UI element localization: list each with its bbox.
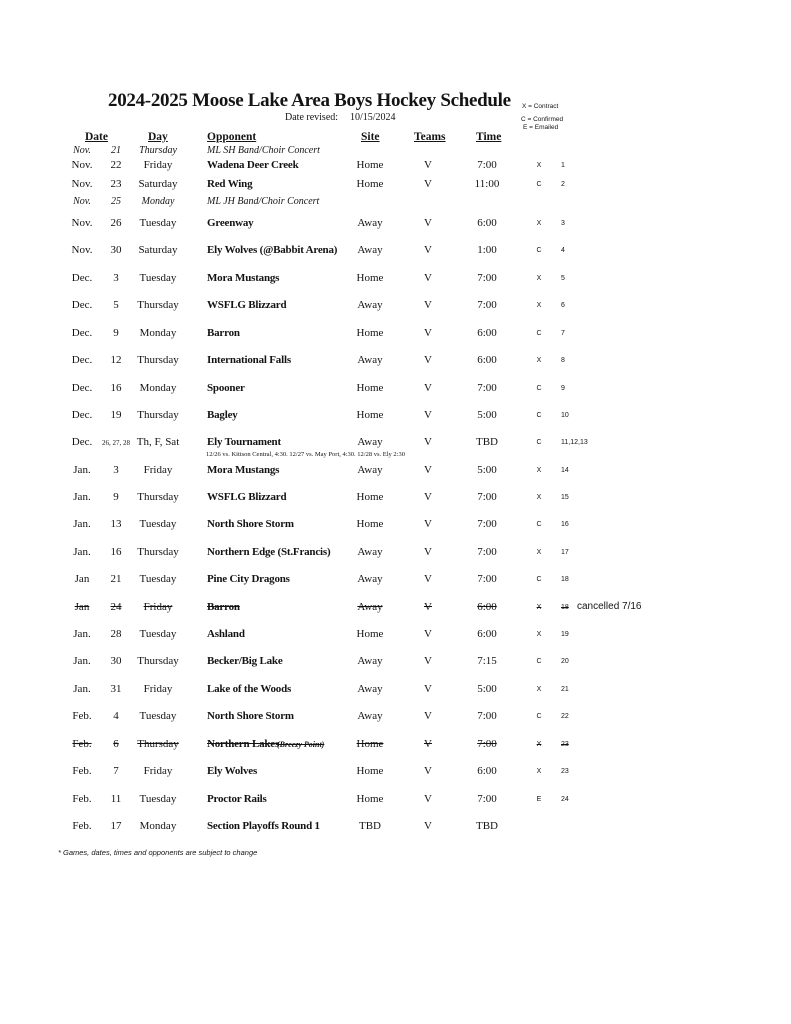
- row-teams: V: [424, 409, 432, 421]
- row-game-number: 1: [561, 162, 565, 169]
- row-day: 21: [110, 573, 122, 585]
- row-opponent: Proctor Rails: [207, 793, 267, 805]
- row-weekday: Tuesday: [139, 710, 177, 722]
- row-opponent: Wadena Deer Creek: [207, 159, 299, 171]
- row-status: X: [536, 162, 542, 169]
- row-game-number: 7: [561, 330, 565, 337]
- row-month: Dec.: [71, 299, 93, 311]
- row-day: 12: [110, 354, 122, 366]
- row-status: C: [536, 181, 542, 188]
- row-weekday: Tuesday: [139, 217, 177, 229]
- table-row: [0, 518, 791, 534]
- row-status: C: [536, 713, 542, 720]
- row-time: 6:00: [477, 327, 497, 339]
- row-weekday: Friday: [143, 159, 173, 171]
- row-teams: V: [424, 655, 432, 667]
- row-day: 26: [110, 217, 122, 229]
- row-month: Dec.: [71, 354, 93, 366]
- row-time: 11:00: [474, 178, 500, 190]
- row-month: Jan: [74, 601, 90, 613]
- row-site: Home: [356, 159, 384, 171]
- row-weekday: Tuesday: [139, 628, 177, 640]
- row-game-number: 18: [561, 576, 569, 583]
- row-status: X: [536, 768, 542, 775]
- row-month: Feb.: [72, 738, 92, 750]
- row-teams: V: [424, 491, 432, 503]
- row-weekday: Thursday: [137, 409, 179, 421]
- row-game-number: 6: [561, 302, 565, 309]
- row-day: 7: [113, 765, 119, 777]
- table-row: [0, 793, 791, 809]
- table-row: [0, 159, 791, 175]
- row-status: X: [536, 741, 542, 748]
- row-month: Feb.: [72, 820, 92, 832]
- row-time: 7:00: [477, 159, 497, 171]
- table-row: [0, 710, 791, 726]
- footnote: * Games, dates, times and opponents are subject to change: [58, 848, 258, 857]
- row-opponent: Mora Mustangs: [207, 464, 280, 476]
- row-teams: V: [424, 546, 432, 558]
- row-teams: V: [424, 601, 432, 613]
- row-weekday: Thursday: [139, 145, 177, 156]
- row-opponent: Red Wing: [207, 178, 253, 190]
- table-row: [0, 409, 791, 425]
- row-opponent: ML SH Band/Choir Concert: [207, 145, 320, 156]
- table-row: [0, 628, 791, 644]
- row-day: 9: [113, 491, 119, 503]
- row-status: X: [536, 494, 542, 501]
- row-teams: V: [424, 299, 432, 311]
- row-opponent: Pine City Dragons: [207, 573, 290, 585]
- row-game-number: 17: [561, 549, 569, 556]
- row-weekday: Th, F, Sat: [136, 436, 180, 448]
- row-time: 6:00: [477, 601, 497, 613]
- row-time: 7:15: [477, 655, 497, 667]
- row-opponent: Ashland: [207, 628, 245, 640]
- row-time: 7:00: [477, 299, 497, 311]
- header-site: Site: [361, 131, 380, 143]
- row-day: 3: [113, 464, 119, 476]
- row-opponent: Lake of the Woods: [207, 683, 292, 695]
- row-time: TBD: [476, 820, 498, 832]
- header-day: Day: [148, 131, 168, 143]
- table-row: [0, 382, 791, 398]
- row-game-number: 14: [561, 467, 569, 474]
- row-opponent: Bagley: [207, 409, 238, 421]
- row-game-number: 2: [561, 181, 565, 188]
- table-row: [0, 196, 791, 212]
- row-status: X: [536, 275, 542, 282]
- row-teams: V: [424, 683, 432, 695]
- row-month: Jan: [74, 573, 90, 585]
- row-teams: V: [424, 765, 432, 777]
- row-day: 11: [110, 793, 122, 805]
- row-status: C: [536, 576, 542, 583]
- row-site: TBD: [359, 820, 381, 832]
- row-weekday: Tuesday: [139, 793, 177, 805]
- row-time: 6:00: [477, 628, 497, 640]
- row-teams: V: [424, 710, 432, 722]
- row-time: 7:00: [477, 738, 497, 750]
- row-game-number: 21: [561, 686, 569, 693]
- table-row: [0, 738, 791, 754]
- row-opponent: Barron: [207, 327, 240, 339]
- table-row: [0, 546, 791, 562]
- row-teams: V: [424, 327, 432, 339]
- row-site: Home: [356, 178, 384, 190]
- table-row: [0, 354, 791, 370]
- row-day: 6: [113, 738, 119, 750]
- row-month: Dec.: [71, 272, 93, 284]
- row-day: 28: [110, 628, 122, 640]
- header-date: Date: [85, 131, 108, 143]
- row-day: 16: [110, 382, 122, 394]
- row-game-number: 23: [561, 741, 569, 748]
- row-time: 7:00: [477, 382, 497, 394]
- table-row: [0, 601, 791, 617]
- row-day: 16: [110, 546, 122, 558]
- row-weekday: Saturday: [138, 244, 178, 256]
- row-month: Dec.: [71, 436, 93, 448]
- row-note: cancelled 7/16: [577, 601, 642, 612]
- row-site: Away: [357, 655, 383, 667]
- row-opponent: Ely Wolves: [207, 765, 258, 777]
- row-status: C: [536, 439, 542, 446]
- row-teams: V: [424, 628, 432, 640]
- row-status: C: [536, 385, 542, 392]
- tournament-note: 12/26 vs. Kittson Central, 4:30. 12/27 vs. May Port, 4:30. 12/28 vs. Ely 2:30: [206, 451, 405, 458]
- legend-contract: X = Contract: [522, 103, 559, 110]
- row-month: Nov.: [73, 196, 91, 207]
- row-game-number: 11,12,13: [561, 439, 588, 446]
- row-game-number: 8: [561, 357, 565, 364]
- row-game-number: 9: [561, 385, 565, 392]
- row-time: 7:00: [477, 546, 497, 558]
- table-row: [0, 573, 791, 589]
- table-row: [0, 820, 791, 836]
- row-day: 4: [113, 710, 119, 722]
- row-status: X: [536, 549, 542, 556]
- revised-date: 10/15/2024: [350, 112, 396, 123]
- row-site: Away: [357, 299, 383, 311]
- row-month: Jan.: [73, 518, 91, 530]
- row-day: 30: [110, 655, 122, 667]
- row-status: X: [536, 686, 542, 693]
- row-site: Away: [357, 573, 383, 585]
- row-month: Jan.: [73, 655, 91, 667]
- row-weekday: Friday: [143, 601, 173, 613]
- row-day: 30: [110, 244, 122, 256]
- row-teams: V: [424, 272, 432, 284]
- row-opponent: North Shore Storm: [207, 710, 294, 722]
- row-month: Jan.: [73, 491, 91, 503]
- row-status: C: [536, 412, 542, 419]
- row-day: 13: [110, 518, 122, 530]
- table-row: [0, 244, 791, 260]
- row-teams: V: [424, 178, 432, 190]
- table-row: [0, 178, 791, 194]
- row-time: 6:00: [477, 217, 497, 229]
- row-month: Jan.: [73, 546, 91, 558]
- row-game-number: 24: [561, 796, 569, 803]
- row-teams: V: [424, 354, 432, 366]
- row-teams: V: [424, 244, 432, 256]
- row-status: C: [536, 247, 542, 254]
- row-teams: V: [424, 793, 432, 805]
- table-row: [0, 491, 791, 507]
- row-time: 7:00: [477, 793, 497, 805]
- row-opponent: North Shore Storm: [207, 518, 294, 530]
- row-teams: V: [424, 518, 432, 530]
- table-row: [0, 217, 791, 233]
- row-opponent: Barron: [207, 601, 240, 613]
- row-game-number: 3: [561, 220, 565, 227]
- table-row: [0, 655, 791, 671]
- row-month: Dec.: [71, 327, 93, 339]
- row-site: Home: [356, 382, 384, 394]
- row-opponent: Northern Lakes: [207, 738, 280, 750]
- row-teams: V: [424, 738, 432, 750]
- row-game-number: 19: [561, 631, 569, 638]
- revised-label: Date revised:: [285, 112, 339, 123]
- row-weekday: Friday: [143, 683, 173, 695]
- header-time: Time: [476, 131, 502, 143]
- row-game-number: 10: [561, 412, 569, 419]
- row-site: Away: [357, 354, 383, 366]
- row-time: 5:00: [477, 409, 497, 421]
- legend-emailed: E = Emailed: [523, 124, 559, 131]
- row-weekday: Thursday: [137, 546, 179, 558]
- row-teams: V: [424, 159, 432, 171]
- row-site: Away: [357, 683, 383, 695]
- row-site: Away: [357, 546, 383, 558]
- header-teams: Teams: [414, 131, 446, 143]
- row-status: X: [536, 604, 542, 611]
- row-teams: V: [424, 464, 432, 476]
- row-month: Nov.: [71, 217, 93, 229]
- row-opponent-extra: (Breezy Point): [277, 740, 325, 749]
- row-time: 7:00: [477, 710, 497, 722]
- row-site: Away: [357, 436, 383, 448]
- row-day: 25: [111, 196, 121, 207]
- row-month: Jan.: [73, 628, 91, 640]
- row-game-number: 5: [561, 275, 565, 282]
- row-day: 17: [110, 820, 122, 832]
- row-site: Away: [357, 464, 383, 476]
- row-month: Jan.: [73, 464, 91, 476]
- row-month: Jan.: [73, 683, 91, 695]
- row-weekday: Monday: [139, 327, 177, 339]
- row-status: X: [536, 631, 542, 638]
- row-weekday: Tuesday: [139, 272, 177, 284]
- row-status: C: [536, 330, 542, 337]
- row-day: 9: [113, 327, 119, 339]
- row-opponent: Northern Edge (St.Francis): [207, 546, 331, 558]
- row-site: Home: [356, 491, 384, 503]
- row-game-number: 18: [561, 604, 569, 611]
- row-month: Dec.: [71, 409, 93, 421]
- row-site: Away: [357, 217, 383, 229]
- row-game-number: 15: [561, 494, 569, 501]
- row-opponent: Ely Tournament: [207, 436, 281, 448]
- table-row: [0, 436, 791, 452]
- row-opponent: WSFLG Blizzard: [207, 299, 287, 311]
- row-month: Dec.: [71, 382, 93, 394]
- row-site: Home: [356, 793, 384, 805]
- row-site: Home: [356, 628, 384, 640]
- table-row: [0, 765, 791, 781]
- row-site: Home: [356, 272, 384, 284]
- row-status: X: [536, 302, 542, 309]
- legend-confirmed: C = Confirmed: [521, 116, 564, 123]
- table-row: [0, 299, 791, 315]
- row-day: 5: [113, 299, 119, 311]
- row-teams: V: [424, 436, 432, 448]
- row-month: Feb.: [72, 765, 92, 777]
- row-month: Nov.: [71, 244, 93, 256]
- row-weekday: Tuesday: [139, 518, 177, 530]
- table-row: [0, 272, 791, 288]
- row-opponent: Becker/Big Lake: [207, 655, 283, 667]
- row-time: 7:00: [477, 272, 497, 284]
- row-game-number: 20: [561, 658, 569, 665]
- row-time: 5:00: [477, 464, 497, 476]
- row-game-number: 16: [561, 521, 569, 528]
- row-opponent: ML JH Band/Choir Concert: [207, 196, 320, 207]
- row-time: 7:00: [477, 518, 497, 530]
- row-time: 6:00: [477, 354, 497, 366]
- row-site: Home: [356, 518, 384, 530]
- header-opponent: Opponent: [207, 131, 257, 143]
- row-month: Feb.: [72, 710, 92, 722]
- row-weekday: Saturday: [138, 178, 178, 190]
- row-day: 3: [113, 272, 119, 284]
- row-time: 5:00: [477, 683, 497, 695]
- row-weekday: Thursday: [137, 655, 179, 667]
- row-game-number: 23: [561, 768, 569, 775]
- row-weekday: Thursday: [137, 354, 179, 366]
- row-site: Home: [356, 738, 384, 750]
- row-teams: V: [424, 382, 432, 394]
- row-time: 7:00: [477, 491, 497, 503]
- row-weekday: Thursday: [137, 299, 179, 311]
- row-weekday: Friday: [143, 464, 173, 476]
- row-weekday: Monday: [139, 820, 177, 832]
- row-site: Home: [356, 409, 384, 421]
- row-opponent: International Falls: [207, 354, 291, 366]
- row-day: 26, 27, 28: [102, 439, 130, 447]
- row-game-number: 22: [561, 713, 569, 720]
- row-day: 21: [111, 145, 121, 156]
- row-site: Away: [357, 244, 383, 256]
- row-month: Nov.: [71, 159, 93, 171]
- row-opponent: Mora Mustangs: [207, 272, 280, 284]
- row-time: 1:00: [477, 244, 497, 256]
- row-status: E: [536, 796, 542, 803]
- row-opponent: Ely Wolves (@Babbit Arena): [207, 244, 338, 256]
- row-game-number: 4: [561, 247, 565, 254]
- page-title: 2024-2025 Moose Lake Area Boys Hockey Schedule: [108, 90, 511, 111]
- table-row: [0, 327, 791, 343]
- row-status: X: [536, 357, 542, 364]
- row-month: Nov.: [73, 145, 91, 156]
- row-time: 6:00: [477, 765, 497, 777]
- row-weekday: Thursday: [137, 491, 179, 503]
- row-month: Feb.: [72, 793, 92, 805]
- row-weekday: Thursday: [137, 738, 179, 750]
- row-time: TBD: [476, 436, 498, 448]
- row-site: Home: [356, 327, 384, 339]
- table-row: [0, 683, 791, 699]
- row-status: C: [536, 521, 542, 528]
- row-weekday: Friday: [143, 765, 173, 777]
- row-opponent: WSFLG Blizzard: [207, 491, 287, 503]
- table-row: [0, 464, 791, 480]
- row-day: 22: [110, 159, 122, 171]
- row-day: 19: [110, 409, 122, 421]
- row-site: Home: [356, 765, 384, 777]
- row-opponent: Section Playoffs Round 1: [207, 820, 320, 832]
- row-time: 7:00: [477, 573, 497, 585]
- row-teams: V: [424, 573, 432, 585]
- row-day: 31: [110, 683, 122, 695]
- row-teams: V: [424, 217, 432, 229]
- row-opponent: Spooner: [207, 382, 245, 394]
- row-site: Away: [357, 601, 383, 613]
- row-status: C: [536, 658, 542, 665]
- row-status: X: [536, 220, 542, 227]
- row-site: Away: [357, 710, 383, 722]
- row-weekday: Tuesday: [139, 573, 177, 585]
- row-weekday: Monday: [139, 382, 177, 394]
- row-day: 23: [110, 178, 122, 190]
- row-teams: V: [424, 820, 432, 832]
- row-status: X: [536, 467, 542, 474]
- row-opponent: Greenway: [207, 217, 254, 229]
- row-day: 24: [110, 601, 122, 613]
- row-weekday: Monday: [141, 196, 175, 207]
- row-month: Nov.: [71, 178, 93, 190]
